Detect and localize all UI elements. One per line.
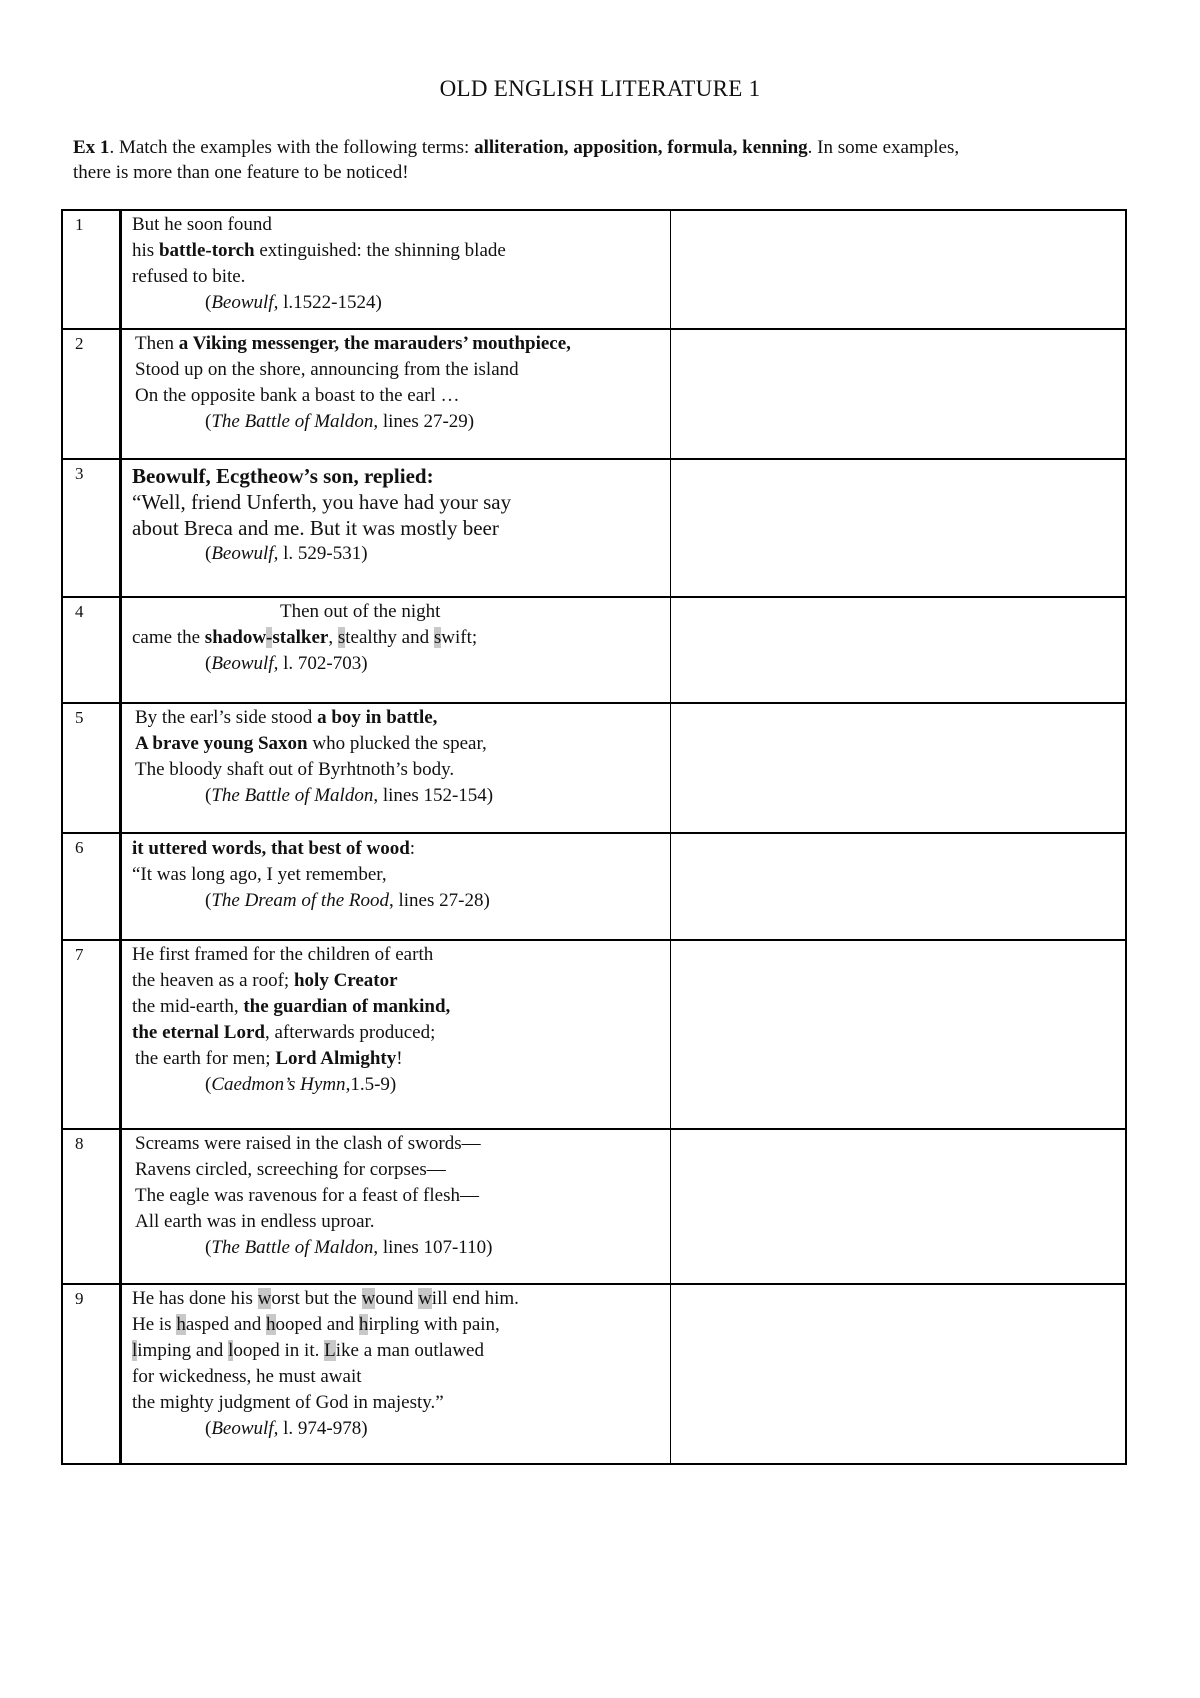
verse-line: his battle-torch extinguished: the shinning blade — [132, 240, 506, 261]
verse-line: The eagle was ravenous for a feast of flesh— — [135, 1185, 479, 1206]
answer-cell[interactable] — [671, 1129, 1127, 1284]
citation: (Beowulf, l.1522-1524) — [205, 292, 382, 313]
citation: (The Battle of Maldon, lines 107-110) — [205, 1237, 493, 1258]
answer-cell[interactable] — [671, 703, 1127, 833]
answer-cell[interactable] — [671, 1284, 1127, 1464]
citation: (The Battle of Maldon, lines 27-29) — [205, 411, 475, 432]
answer-cell[interactable] — [671, 940, 1127, 1129]
instruction-line-2: there is more than one feature to be noticed! — [73, 162, 409, 183]
citation: (The Dream of the Rood, lines 27-28) — [205, 890, 490, 911]
instruction-terms: alliteration, apposition, formula, kenning — [474, 137, 808, 158]
answer-cell[interactable] — [671, 459, 1127, 597]
verse-line: Then a Viking messenger, the marauders’ mouthpiece, — [135, 333, 571, 354]
table-row — [62, 940, 1126, 1129]
verse-line: the mid-earth, the guardian of mankind, — [132, 996, 451, 1017]
row-number: 7 — [75, 945, 84, 964]
verse-line: Then out of the night — [280, 601, 441, 622]
row-number: 9 — [75, 1289, 84, 1308]
row-number: 1 — [75, 215, 84, 234]
verse-line: Stood up on the shore, announcing from the island — [135, 359, 519, 380]
table-row — [62, 833, 1126, 940]
table-row — [62, 703, 1126, 833]
verse-line: Ravens circled, screeching for corpses— — [135, 1159, 446, 1180]
page-title: OLD ENGLISH LITERATURE 1 — [439, 76, 761, 101]
answer-cell[interactable] — [671, 210, 1127, 329]
row-number: 6 — [75, 838, 84, 857]
table-row — [62, 1284, 1126, 1464]
verse-line: The bloody shaft out of Byrhtnoth’s body. — [135, 759, 455, 780]
verse-line: the mighty judgment of God in majesty.” — [132, 1392, 444, 1413]
verse-line: Beowulf, Ecgtheow’s son, replied: — [132, 464, 434, 488]
answer-cell[interactable] — [671, 329, 1127, 459]
verse-line: He has done his worst but the wound will end him. — [132, 1288, 519, 1309]
verse-line: But he soon found — [132, 214, 272, 235]
verse-line: it uttered words, that best of wood: — [132, 838, 416, 859]
verse-line: limping and looped in it. Like a man outlawed — [132, 1340, 484, 1361]
verse-line: He first framed for the children of earth — [132, 944, 434, 965]
instruction-text-end: . In some examples, — [807, 137, 960, 158]
verse-line: “Well, friend Unferth, you have had your say — [132, 490, 512, 514]
exercise-table — [61, 209, 1127, 1465]
row-number: 2 — [75, 334, 84, 353]
verse-line: about Breca and me. But it was mostly beer — [132, 516, 499, 540]
verse-line: the heaven as a roof; holy Creator — [132, 970, 398, 991]
citation: (Beowulf, l. 529-531) — [205, 543, 368, 564]
table-row — [62, 597, 1126, 703]
verse-line: the earth for men; Lord Almighty! — [135, 1048, 403, 1069]
citation: (Caedmon’s Hymn,1.5-9) — [205, 1074, 397, 1095]
answer-cell[interactable] — [671, 597, 1127, 703]
table-row — [62, 329, 1126, 459]
verse-line: By the earl’s side stood a boy in battle, — [135, 707, 438, 728]
row-number: 8 — [75, 1134, 84, 1153]
verse-line: refused to bite. — [132, 266, 246, 287]
table-row — [62, 210, 1126, 329]
exercise-instructions — [73, 135, 1133, 185]
citation: (Beowulf, l. 974-978) — [205, 1418, 368, 1439]
exercise-label: Ex 1 — [73, 137, 110, 158]
verse-line: “It was long ago, I yet remember, — [132, 864, 387, 885]
verse-line: He is hasped and hooped and hirpling with pain, — [132, 1314, 500, 1335]
citation: (The Battle of Maldon, lines 152-154) — [205, 785, 494, 806]
verse-line: came the shadow-stalker, stealthy and swift; — [132, 627, 478, 648]
instruction-text: . Match the examples with the following terms: — [109, 137, 475, 158]
citation: (Beowulf, l. 702-703) — [205, 653, 368, 674]
verse-line: All earth was in endless uproar. — [135, 1211, 375, 1232]
verse-line: A brave young Saxon who plucked the spear, — [135, 733, 487, 754]
row-number: 5 — [75, 708, 84, 727]
table-row — [62, 1129, 1126, 1284]
row-number: 4 — [75, 602, 84, 621]
verse-line: Screams were raised in the clash of swords— — [135, 1133, 481, 1154]
table-row — [62, 459, 1126, 597]
verse-line: On the opposite bank a boast to the earl … — [135, 385, 460, 406]
verse-line: for wickedness, he must await — [132, 1366, 362, 1387]
answer-cell[interactable] — [671, 833, 1127, 940]
verse-line: the eternal Lord, afterwards produced; — [132, 1022, 436, 1043]
row-number: 3 — [75, 464, 84, 483]
